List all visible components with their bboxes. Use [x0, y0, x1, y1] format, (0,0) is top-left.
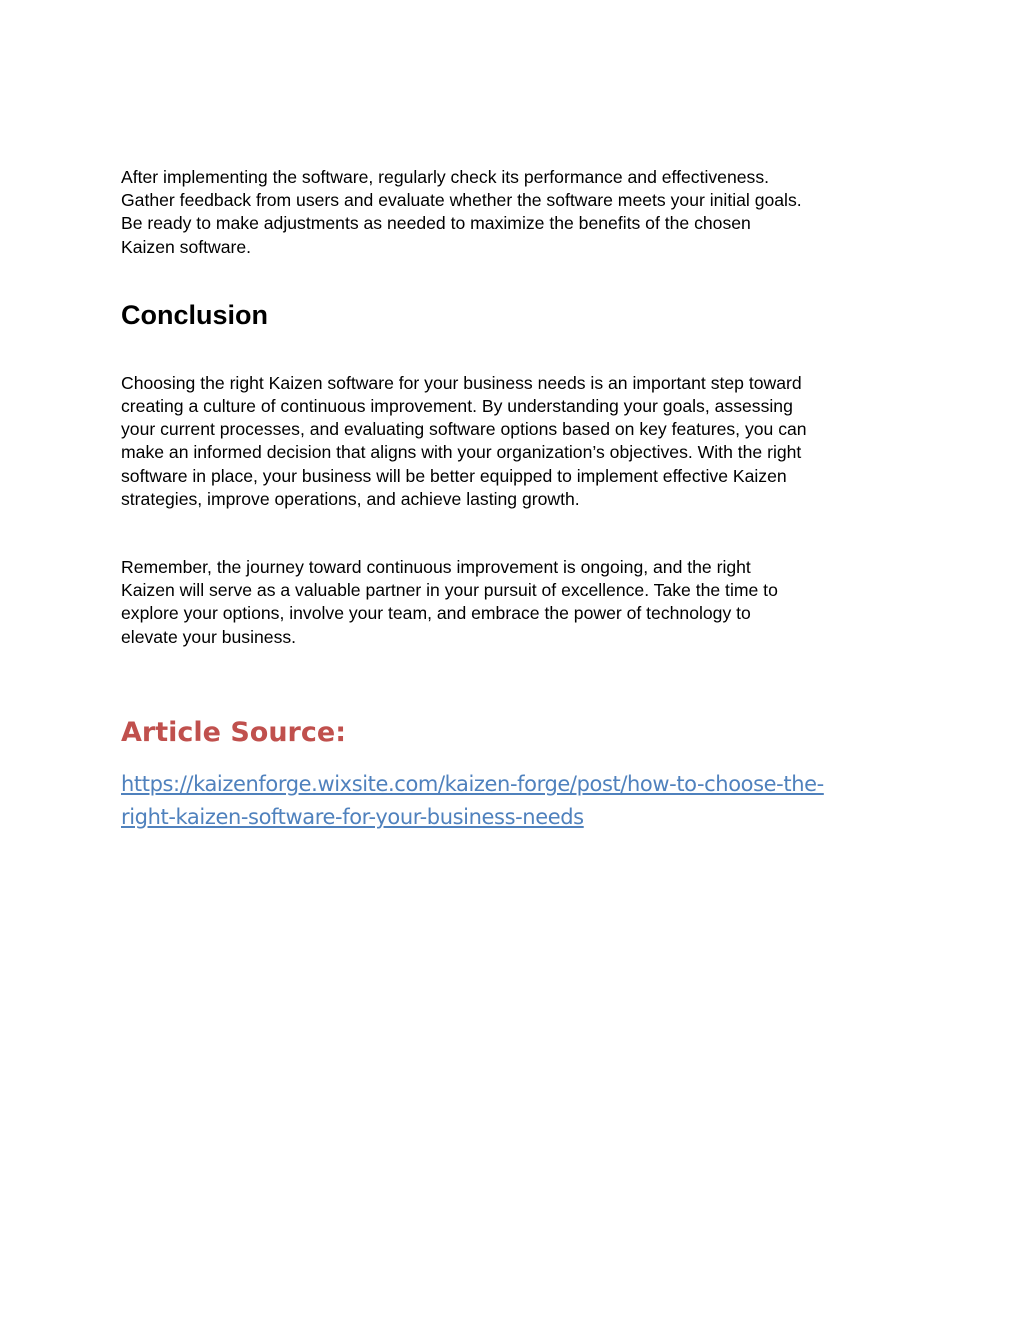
conclusion-paragraph-1: Choosing the right Kaizen software for your business needs is an important step toward creating a culture of continuous improvement. By understanding your goals, assessing your current processes, and evaluating software options based on key features, you can make an informed decision that aligns with your organization’s objectives. With the right software in place, your business will be better equipped to implement effective Kaizen strategies, improve operations, and achieve lasting growth. [121, 372, 807, 509]
conclusion-heading: Conclusion [121, 299, 268, 330]
page-content [121, 166, 911, 834]
article-source-heading: Article Source: [121, 716, 346, 748]
intro-paragraph: After implementing the software, regularly check its performance and effectiveness. Gather feedback from users and evaluate whether the software meets your initial goals. Be ready to make adjustments as needed to maximize the benefits of the chosen Kaizen software. [121, 167, 802, 257]
article-source-link[interactable]: https://kaizenforge.wixsite.com/kaizen-forge/post/how-to-choose-the- right-kaizen-software-for-your-business-needs [121, 771, 824, 829]
conclusion-paragraph-2: Remember, the journey toward continuous improvement is ongoing, and the right Kaizen will serve as a valuable partner in your pursuit of excellence. Take the time to explore your options, involve your team, and embrace the power of technology to elevate your business. [121, 557, 778, 647]
